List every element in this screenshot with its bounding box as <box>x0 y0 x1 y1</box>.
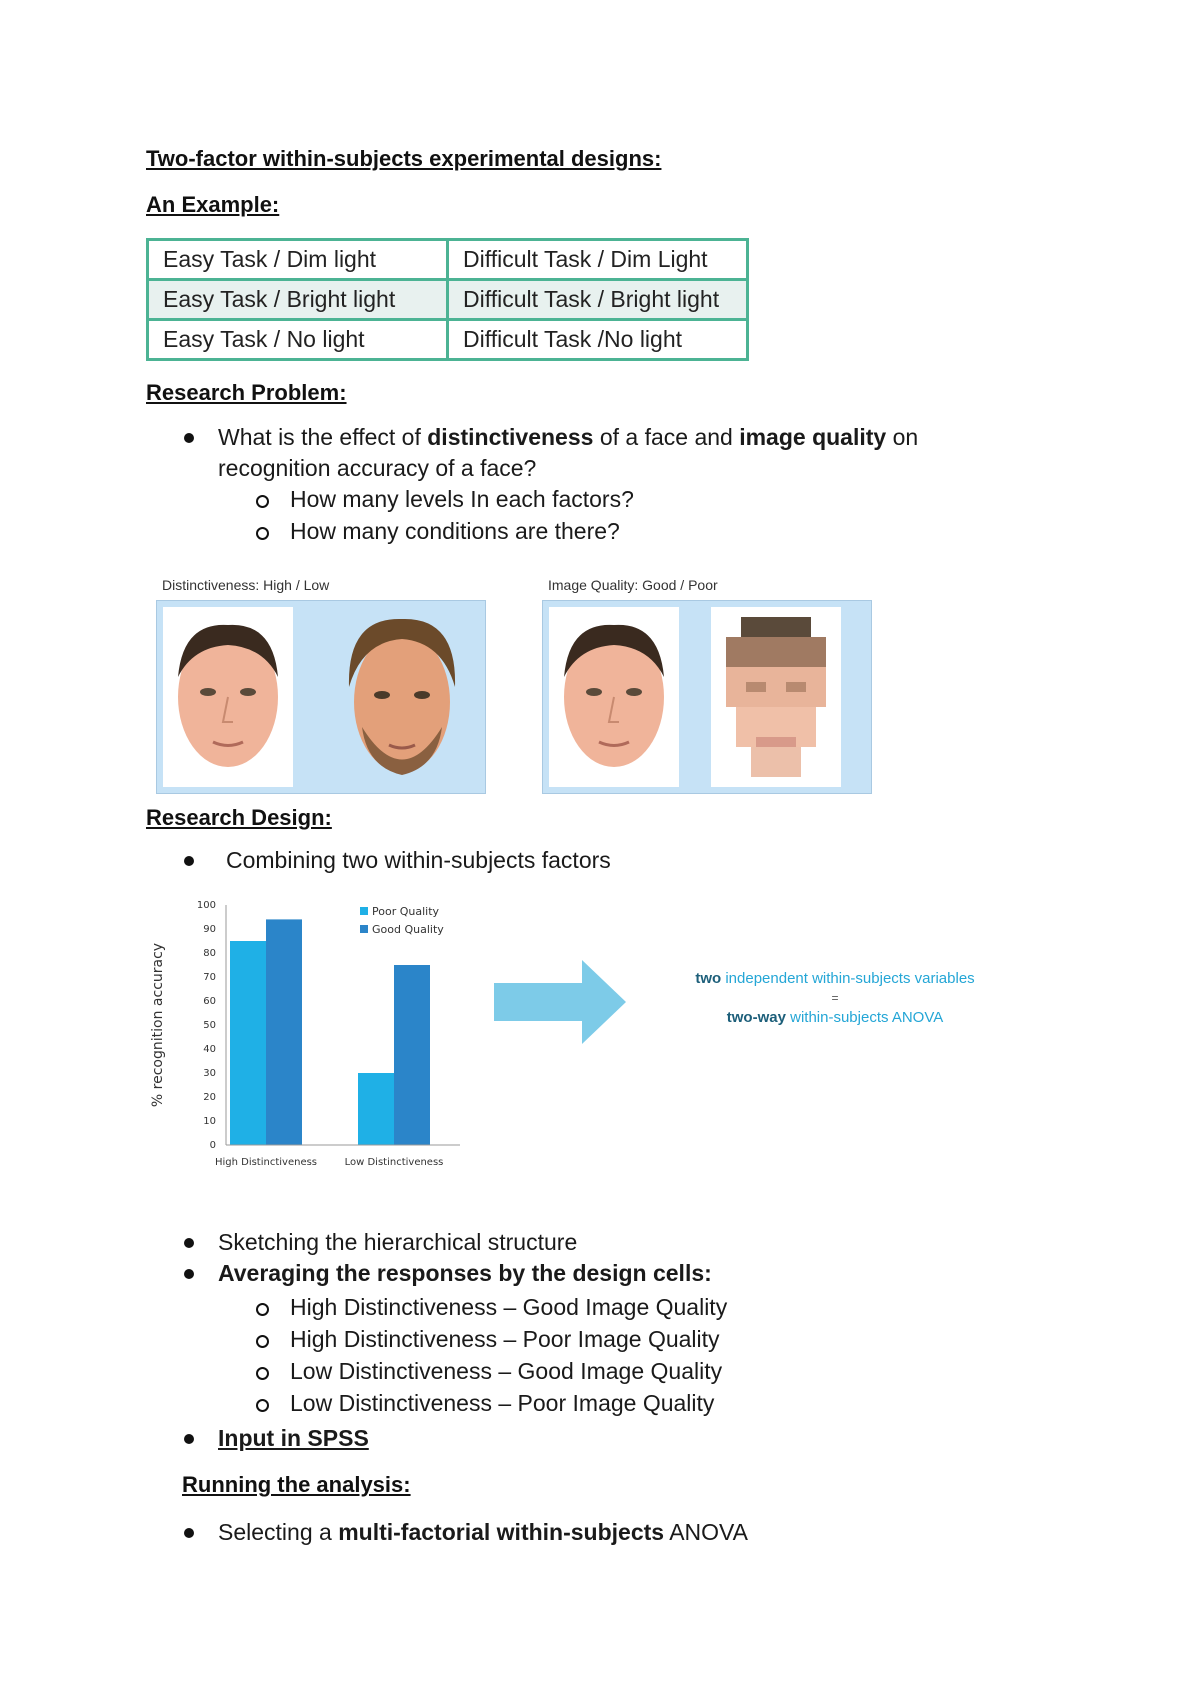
research-design-heading: Research Design: <box>146 805 332 830</box>
anova-note-line2: two-way within-subjects ANOVA <box>726 1009 944 1026</box>
image-quality-figure <box>542 600 872 794</box>
y-tick-label: 10 <box>203 1116 216 1127</box>
research-design-bullet: Combining two within-subjects factors <box>226 847 611 873</box>
legend-swatch-good <box>360 925 368 933</box>
sub-bullet-icon <box>256 495 269 508</box>
table-row <box>148 320 748 360</box>
y-tick-label: 0 <box>209 1140 216 1151</box>
legend-swatch-poor <box>360 907 368 915</box>
y-tick-label: 80 <box>203 948 216 959</box>
table-row <box>148 280 748 320</box>
sub-bullet-icon <box>256 527 269 540</box>
research-question: What is the effect of distinctiveness of a face and image quality on <box>218 424 919 450</box>
research-problem-heading: Research Problem: <box>146 380 347 405</box>
step-sketching: Sketching the hierarchical structure <box>218 1229 578 1255</box>
distinctiveness-figure <box>156 600 486 794</box>
anova-note <box>650 970 1020 1026</box>
y-tick-label: 20 <box>203 1092 216 1103</box>
table-cell: Difficult Task /No light <box>448 320 748 360</box>
table-cell: Easy Task / Dim light <box>148 240 448 280</box>
page-title: Two-factor within-subjects experimental designs: <box>146 146 662 171</box>
bullet-icon <box>184 1269 194 1279</box>
table-cell: Easy Task / Bright light <box>148 280 448 320</box>
design-cell: Low Distinctiveness – Poor Image Quality <box>290 1390 715 1416</box>
bullet-icon <box>184 1528 194 1538</box>
bar-poor-1 <box>358 1073 394 1145</box>
distinctiveness-label: Distinctiveness: High / Low <box>162 577 330 593</box>
legend-label-poor: Poor Quality <box>372 905 440 918</box>
design-cell: High Distinctiveness – Poor Image Quality <box>290 1326 720 1352</box>
x-tick-label: High Distinctiveness <box>214 1157 318 1168</box>
running-heading: Running the analysis: <box>182 1472 411 1497</box>
bullet-icon <box>184 856 194 866</box>
anova-note-equals: = <box>831 991 839 1005</box>
step-averaging: Averaging the responses by the design cells: <box>218 1260 712 1286</box>
sub-bullet-icon <box>256 1335 269 1348</box>
table-row <box>148 240 748 280</box>
y-tick-label: 100 <box>196 900 216 911</box>
y-tick-label: 30 <box>203 1068 216 1079</box>
x-tick-label: Low Distinctiveness <box>344 1157 444 1168</box>
y-tick-label: 70 <box>203 972 216 983</box>
research-question-line2: recognition accuracy of a face? <box>218 455 537 481</box>
bullet-icon <box>184 1238 194 1248</box>
sub-bullet-icon <box>256 1399 269 1412</box>
bullet-icon <box>184 1434 194 1444</box>
design-cell: Low Distinctiveness – Good Image Quality <box>290 1358 723 1384</box>
y-tick-label: 40 <box>203 1044 216 1055</box>
y-tick-label: 60 <box>203 996 216 1007</box>
anova-note-line1: two independent within-subjects variables <box>695 970 975 987</box>
y-tick-label: 90 <box>203 924 216 935</box>
step-input-spss: Input in SPSS <box>218 1425 369 1451</box>
legend-label-good: Good Quality <box>372 923 444 936</box>
sub-question-1: How many levels In each factors? <box>290 486 634 512</box>
sub-bullet-icon <box>256 1367 269 1380</box>
bar-chart <box>140 895 480 1175</box>
y-axis-label: % recognition accuracy <box>150 942 166 1108</box>
table-cell: Easy Task / No light <box>148 320 448 360</box>
face-photo-good <box>549 607 679 787</box>
example-heading: An Example: <box>146 192 280 217</box>
sub-bullet-icon <box>256 1303 269 1316</box>
running-bullet: Selecting a multi-factorial within-subjects ANOVA <box>218 1519 749 1545</box>
design-cell: High Distinctiveness – Good Image Quality <box>290 1294 728 1320</box>
bar-good-1 <box>394 965 430 1145</box>
example-table <box>146 238 749 361</box>
sub-question-2: How many conditions are there? <box>290 518 620 544</box>
table-cell: Difficult Task / Dim Light <box>448 240 748 280</box>
right-arrow-icon <box>494 960 629 1045</box>
face-photo-poor <box>711 607 841 787</box>
image-quality-label: Image Quality: Good / Poor <box>548 577 718 593</box>
table-cell: Difficult Task / Bright light <box>448 280 748 320</box>
bar-good-0 <box>266 919 302 1145</box>
bullet-icon <box>184 433 194 443</box>
bar-poor-0 <box>230 941 266 1145</box>
face-photo-low <box>337 607 467 787</box>
y-tick-label: 50 <box>203 1020 216 1031</box>
face-photo-high <box>163 607 293 787</box>
